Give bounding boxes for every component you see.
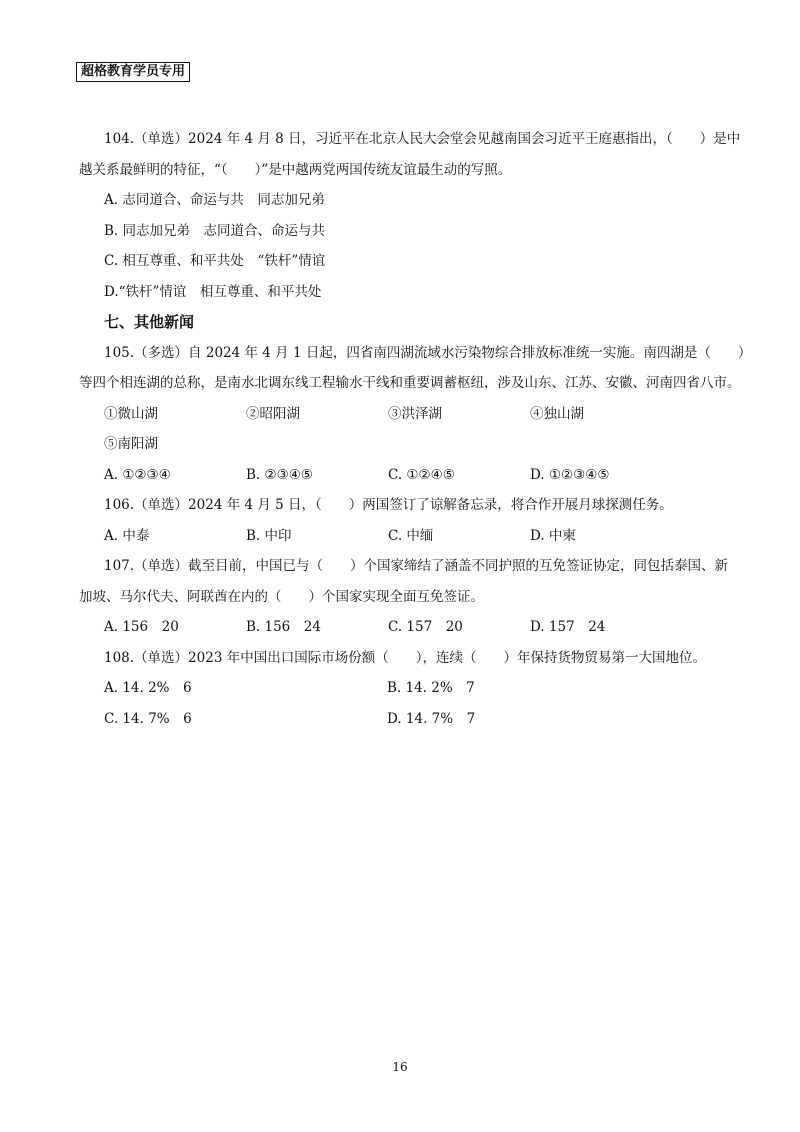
q106-option-a: A. 中泰 (104, 527, 150, 544)
header-label: 超格教育学员专用 (76, 62, 190, 82)
q105-option-b: B. ②③④⑤ (246, 466, 313, 483)
q107-option-a: A. 156 20 (104, 619, 179, 635)
section-title: 七、其他新闻 (104, 313, 195, 331)
q105-items-row (104, 403, 724, 434)
q105-item-1: ①微山湖 (104, 405, 158, 422)
q107-option-d: D. 157 24 (530, 619, 606, 635)
q108-options-row2 (104, 708, 724, 739)
q108-option-a: A. 14. 2% 6 (104, 680, 192, 696)
q104-option-a: A. 志同道合、命运与共 同志加兄弟 (104, 192, 325, 208)
q104-stem-line1: 104.（单选）2024 年 4 月 8 日，习近平在北京人民大会堂会见越南国会习近平王庭惠指出，（ ）是中 (104, 131, 741, 147)
page-content (79, 128, 752, 738)
q107-stem-line2: 加坡、马尔代夫、阿联酋在内的（ ）个国家实现全面互免签证。 (79, 588, 484, 605)
q108-option-b: B. 14. 2% 7 (387, 680, 475, 696)
q108-stem-line1: 108.（单选）2023 年中国出口国际市场份额（ ），连续（ ）年保持货物贸易第一大国地位。 (104, 649, 706, 666)
q105-option-a: A. ①②③④ (104, 466, 171, 483)
q108-option-c: C. 14. 7% 6 (104, 710, 192, 727)
q105-option-d: D. ①②③④⑤ (530, 466, 610, 483)
q104-option-b: B. 同志加兄弟 志同道合、命运与共 (104, 222, 326, 239)
q106-stem-line1: 106.（单选）2024 年 4 月 5 日，（ ）两国签订了谅解备忘录，将合作开展月球探测任务。 (104, 497, 673, 513)
q108-option-d: D. 14. 7% 7 (387, 710, 476, 727)
q106-option-c: C. 中缅 (388, 527, 434, 544)
q105-option-c: C. ①②④⑤ (388, 466, 455, 483)
q107-option-c: C. 157 20 (388, 619, 463, 635)
q105-item-4: ④独山湖 (530, 405, 584, 422)
page-number: 16 (392, 1060, 408, 1074)
q104-option-d: D.“铁杆”情谊 相互尊重、和平共处 (104, 283, 322, 300)
q104-stem-line2: 越关系最鲜明的特征，“（ ）”是中越两党两国传统友谊最生动的写照。 (79, 161, 512, 178)
q106-options-row (104, 525, 724, 556)
q108-options-row1 (104, 677, 724, 708)
q107-stem-line1: 107.（单选）截至目前，中国已与（ ）个国家缔结了涵盖不同护照的互免签证协定，同包括泰国、新 (104, 558, 729, 574)
q107-options-row (104, 616, 724, 647)
q105-stem-line1: 105.（多选）自 2024 年 4 月 1 日起，四省南四湖流域水污染物综合排放标准统一实施。南四湖是（ ） (104, 344, 752, 361)
q105-item-3: ③洪泽湖 (388, 405, 442, 422)
q105-item-5: ⑤南阳湖 (104, 436, 158, 452)
q107-option-b: B. 156 24 (246, 619, 321, 635)
q105-item-2: ②昭阳湖 (246, 405, 300, 422)
q106-option-d: D. 中柬 (530, 527, 576, 544)
q105-stem-line2: 等四个相连湖的总称，是南水北调东线工程输水干线和重要调蓄枢纽，涉及山东、江苏、安徽、河南四省八市。 (79, 375, 741, 391)
q106-option-b: B. 中印 (246, 527, 292, 544)
q104-option-c: C. 相互尊重、和平共处 “铁杆”情谊 (104, 253, 326, 269)
q105-options-row (104, 464, 724, 495)
